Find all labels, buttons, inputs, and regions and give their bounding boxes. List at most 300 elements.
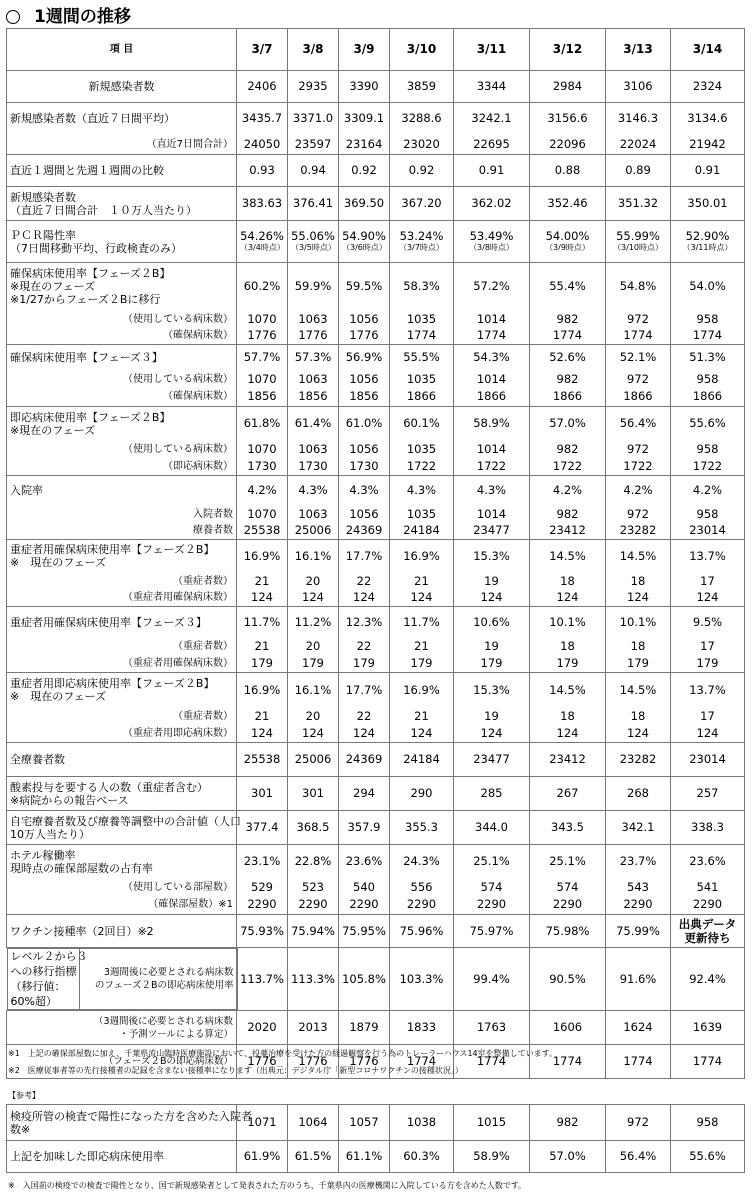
row-label-cell	[7, 371, 237, 388]
value-cell: 2984	[530, 71, 606, 103]
value-cell: 1014	[454, 506, 530, 523]
value-cell: 1730	[237, 458, 288, 476]
row-severe-bed-3	[7, 607, 745, 638]
value-cell: 124	[237, 725, 288, 743]
row-severe-2b-beds	[7, 590, 745, 607]
value-cell: 3288.6	[390, 103, 454, 135]
value-cell: 18	[606, 573, 671, 590]
row-label-cell	[7, 187, 237, 221]
row-label: 入院率	[10, 484, 43, 498]
value-cell: 0.91	[454, 155, 530, 187]
value-cell: 540	[339, 879, 390, 896]
value-cell: 11.2%	[288, 607, 339, 638]
value-cell: 51.3%	[671, 345, 745, 371]
value-cell: 24184	[390, 743, 454, 777]
value-cell: 982	[530, 311, 606, 328]
value-cell: 16.1%	[288, 540, 339, 573]
value-cell: 2290	[530, 896, 606, 915]
value-cell: 1035	[390, 311, 454, 328]
value-cell	[671, 221, 745, 263]
value-cell: 55.4%	[530, 263, 606, 311]
value-cell: 1774	[606, 1045, 671, 1079]
value-cell: 1866	[671, 388, 745, 407]
value-cell: 19	[454, 573, 530, 590]
value-cell: 1856	[237, 388, 288, 407]
row-label-line1: 重症者用即応病床使用率【フェーズ２B】	[10, 677, 215, 691]
row-label-cell	[7, 407, 237, 441]
row-label-line2: ※ 現在のフェーズ	[10, 556, 107, 570]
row-label-line1: 自宅療養者数及び療養等調整中の合計値（人口	[10, 814, 241, 828]
value-cell: 55.6%	[671, 407, 745, 441]
value-cell: 124	[288, 590, 339, 607]
value-cell	[390, 221, 454, 263]
value-cell: 75.93%	[237, 915, 288, 948]
weekly-trend-table	[6, 28, 745, 1079]
value-cell: 1763	[454, 1011, 530, 1045]
value-cell: 54.0%	[671, 263, 745, 311]
row-vaccination	[7, 915, 745, 948]
value-cell: 12.3%	[339, 607, 390, 638]
value-cell: 285	[454, 777, 530, 811]
value-cell: 13.7%	[671, 673, 745, 708]
row-label-line2: ※現在のフェーズ	[10, 423, 96, 437]
value: 52.90%	[685, 229, 730, 243]
value-cell: 124	[339, 590, 390, 607]
row-label-cell	[7, 311, 237, 328]
pending-line1: 出典データ	[678, 917, 737, 931]
level-label-cell	[7, 948, 237, 1011]
value-cell: 1722	[530, 458, 606, 476]
value-cell: 16.9%	[237, 673, 288, 708]
value-cell: 179	[671, 655, 745, 673]
row-label-cell: 上記を加味した即応病床使用率	[7, 1141, 237, 1173]
value-cell: 17	[671, 573, 745, 590]
value-cell: 1014	[454, 441, 530, 458]
value-cell: 982	[530, 506, 606, 523]
value-cell: 9.5%	[671, 607, 745, 638]
value-cell: 61.9%	[237, 1141, 288, 1173]
value-cell: 1866	[390, 388, 454, 407]
value-cell: 1056	[339, 311, 390, 328]
row-label: 新規感染者数	[88, 80, 155, 93]
value-cell: 75.98%	[530, 915, 606, 948]
as-of-date: （3/5時点）	[291, 243, 336, 252]
value-cell: 18	[530, 638, 606, 655]
value-cell: 179	[339, 655, 390, 673]
value-cell: 103.3%	[390, 948, 454, 1011]
header-date: 3/10	[390, 29, 454, 71]
value-cell: 1776	[339, 328, 390, 345]
value-cell: 0.91	[671, 155, 745, 187]
value-cell: 376.41	[288, 187, 339, 221]
page-title-text: 1週間の推移	[34, 7, 131, 27]
value-cell: 23.6%	[339, 845, 390, 879]
row-label-cell	[7, 506, 237, 523]
value-cell: 60.2%	[237, 263, 288, 311]
circle-icon	[6, 10, 20, 24]
value-cell: 22024	[606, 135, 671, 155]
value-cell: 2290	[339, 896, 390, 915]
value-cell: 59.9%	[288, 263, 339, 311]
value-cell: 1071	[237, 1105, 288, 1141]
value-cell: 55.6%	[671, 1141, 745, 1173]
value-cell: 124	[288, 725, 339, 743]
as-of-date: （3/6時点）	[342, 243, 387, 252]
row-label-line1: 新規感染者数	[10, 190, 76, 204]
page-title	[6, 2, 131, 26]
value-cell	[606, 221, 671, 263]
value-cell: 24.3%	[390, 845, 454, 879]
row-imm-2b-beds	[7, 458, 745, 476]
row-label-cell	[7, 155, 237, 187]
value: 53.49%	[469, 229, 514, 243]
value-cell: 24050	[237, 135, 288, 155]
value-cell: 25.1%	[454, 845, 530, 879]
value-cell: 3146.3	[606, 103, 671, 135]
row-hotel-occupancy	[7, 845, 745, 879]
row-label: （即応病床数）	[163, 460, 233, 472]
value-cell: 20	[288, 708, 339, 725]
value-cell: 17	[671, 638, 745, 655]
value-cell: 56.9%	[339, 345, 390, 371]
value: 55.99%	[616, 229, 660, 243]
value-cell: 179	[606, 655, 671, 673]
row-label-cell	[7, 896, 237, 915]
row-severe-imm-count	[7, 708, 745, 725]
value-cell: 367.20	[390, 187, 454, 221]
row-label-line1: ホテル稼働率	[10, 848, 76, 862]
value-cell: 972	[606, 441, 671, 458]
header-date: 3/8	[288, 29, 339, 71]
value-cell: 290	[390, 777, 454, 811]
row-severe-3-beds	[7, 655, 745, 673]
value-cell: 90.5%	[530, 948, 606, 1011]
value-cell: 75.94%	[288, 915, 339, 948]
value-cell: 352.46	[530, 187, 606, 221]
row-new-cases	[7, 71, 745, 103]
value-cell: 61.8%	[237, 407, 288, 441]
value-cell: 1774	[671, 1045, 745, 1079]
ref-r1-line1: 検疫所管の検査で陽性になった方を含めた入院者	[10, 1109, 252, 1123]
value-cell: 21	[390, 573, 454, 590]
value-cell: 1833	[390, 1011, 454, 1045]
row-severe-bed-2b	[7, 540, 745, 573]
value-cell: 17	[671, 708, 745, 725]
value-cell: 52.6%	[530, 345, 606, 371]
value-cell: 124	[606, 590, 671, 607]
value-cell: 4.3%	[288, 476, 339, 506]
value-cell: 3859	[390, 71, 454, 103]
as-of-date: （3/4時点）	[240, 243, 285, 252]
value-cell	[237, 221, 288, 263]
row-label: （使用している病床数）	[123, 313, 233, 325]
value-cell: 21942	[671, 135, 745, 155]
value-cell: 19	[454, 708, 530, 725]
level-r1-line1: 3週間後に必要とされる病床数	[103, 967, 234, 978]
level-r1-line2: のフェーズ２Bの即応病床使用率	[94, 980, 234, 991]
value-cell: 1063	[288, 441, 339, 458]
row-label-cell	[7, 441, 237, 458]
value-cell: 574	[454, 879, 530, 896]
row-label-cell	[7, 71, 237, 103]
value-cell: 21	[237, 573, 288, 590]
value-cell: 2013	[288, 1011, 339, 1045]
value-cell	[339, 221, 390, 263]
row-severe-immediate-2b	[7, 673, 745, 708]
value-cell: 1035	[390, 506, 454, 523]
value-cell: 1070	[237, 311, 288, 328]
value-cell: 1015	[454, 1105, 530, 1141]
value-cell: 124	[390, 590, 454, 607]
value-cell: 58.9%	[454, 407, 530, 441]
value-cell: 99.4%	[454, 948, 530, 1011]
value-cell	[288, 221, 339, 263]
value-cell: 267	[530, 777, 606, 811]
value-cell: 301	[237, 777, 288, 811]
value-cell: 1606	[530, 1011, 606, 1045]
value-cell: 3134.6	[671, 103, 745, 135]
value-cell: 124	[671, 725, 745, 743]
value-cell: 54.8%	[606, 263, 671, 311]
value-cell: 124	[237, 590, 288, 607]
value-cell: 1070	[237, 506, 288, 523]
row-severe-3-count	[7, 638, 745, 655]
row-label-cell	[7, 135, 237, 155]
value-cell: 541	[671, 879, 745, 896]
value-cell: 4.2%	[237, 476, 288, 506]
value-cell: 3106	[606, 71, 671, 103]
row-label: （確保病床数）	[163, 330, 233, 342]
value-cell: 10.6%	[454, 607, 530, 638]
value-cell: 355.3	[390, 811, 454, 845]
value-cell: 57.7%	[237, 345, 288, 371]
footnote-2: ※2 医療従事者等の先行接種者の記録を含まない接種率になります（出典元：デジタル庁「新型コロナワクチンの接種状況」）	[8, 1066, 463, 1075]
row-hospitalization-rate	[7, 476, 745, 506]
as-of-date: （3/7時点）	[399, 243, 444, 252]
row-home-care	[7, 811, 745, 845]
value-cell: 1856	[339, 388, 390, 407]
value-cell: 2290	[237, 896, 288, 915]
value-cell: 10.1%	[530, 607, 606, 638]
value-cell: 3344	[454, 71, 530, 103]
row-label-cell	[7, 221, 237, 263]
row-label: （重症者数）	[173, 575, 233, 587]
row-label-line1: 重症者用確保病床使用率【フェーズ２B】	[10, 543, 215, 557]
value-cell: 529	[237, 879, 288, 896]
reference-table	[6, 1104, 745, 1173]
value-cell: 75.96%	[390, 915, 454, 948]
value-cell: 368.5	[288, 811, 339, 845]
value-cell: 22	[339, 573, 390, 590]
row-label-line2: （7日間移動平均、行政検査のみ）	[10, 241, 182, 255]
value-cell: 343.5	[530, 811, 606, 845]
value-cell: 1070	[237, 441, 288, 458]
value-cell: 14.5%	[606, 673, 671, 708]
value-cell: 958	[671, 311, 745, 328]
value-cell: 20	[288, 573, 339, 590]
value-cell: 1038	[390, 1105, 454, 1141]
row-under-care	[7, 523, 745, 540]
value-cell: 1774	[454, 328, 530, 345]
value-cell: 16.9%	[390, 540, 454, 573]
value-cell: 958	[671, 506, 745, 523]
value-cell: 61.1%	[339, 1141, 390, 1173]
value-cell: 13.7%	[671, 540, 745, 573]
row-label-cell	[7, 263, 237, 311]
row-label: （重症者用即応病床数）	[123, 727, 233, 739]
value-cell: 1035	[390, 371, 454, 388]
value-cell: 1774	[606, 328, 671, 345]
value-cell: 1866	[454, 388, 530, 407]
row-severe-2b-count	[7, 573, 745, 590]
value-cell: 179	[288, 655, 339, 673]
value-cell: 1624	[606, 1011, 671, 1045]
row-label: （直近7日間合計）	[146, 138, 233, 150]
value-cell: 54.3%	[454, 345, 530, 371]
value-cell: 24184	[390, 523, 454, 540]
value-cell: 124	[530, 725, 606, 743]
value-cell: 4.3%	[390, 476, 454, 506]
row-label: 重症者用確保病床使用率【フェーズ３】	[10, 615, 207, 629]
value-cell: 57.0%	[530, 1141, 606, 1173]
value-cell: 0.93	[237, 155, 288, 187]
value-cell: 268	[606, 777, 671, 811]
value-cell: 179	[530, 655, 606, 673]
level-group-line4: 60%超）	[10, 995, 57, 1008]
value-cell: 301	[288, 777, 339, 811]
header-item: 項 目	[7, 29, 237, 71]
row-label: （使用している病床数）	[123, 443, 233, 455]
value-cell: 342.1	[606, 811, 671, 845]
value-cell: 23477	[454, 743, 530, 777]
value-cell: 344.0	[454, 811, 530, 845]
value-cell: 338.3	[671, 811, 745, 845]
row-label-cell	[7, 607, 237, 638]
row-label-cell	[7, 573, 237, 590]
value-cell: 1063	[288, 311, 339, 328]
row-label-cell	[7, 673, 237, 708]
row-label-cell	[7, 103, 237, 135]
row-label-cell	[7, 655, 237, 673]
row-week-ratio	[7, 155, 745, 187]
value-cell: 4.2%	[671, 476, 745, 506]
header-date: 3/7	[237, 29, 288, 71]
as-of-date: （3/10時点）	[613, 243, 663, 252]
row-imm-2b-used	[7, 441, 745, 458]
value-cell: 25006	[288, 523, 339, 540]
value-cell: 57.2%	[454, 263, 530, 311]
value-cell: 23014	[671, 523, 745, 540]
value-cell: 10.1%	[606, 607, 671, 638]
value: 53.24%	[399, 229, 444, 243]
value-cell: 0.94	[288, 155, 339, 187]
value-cell: 21	[237, 708, 288, 725]
row-label: ワクチン接種率（2回目）※2	[10, 924, 154, 938]
value-cell: 982	[530, 1105, 606, 1141]
row-label: （使用している病床数）	[123, 373, 233, 385]
value-cell: 383.63	[237, 187, 288, 221]
row-label-cell	[7, 523, 237, 540]
value-cell: 56.4%	[606, 1141, 671, 1173]
value-cell: 1057	[339, 1105, 390, 1141]
row-label-cell	[7, 345, 237, 371]
value-cell: 1056	[339, 506, 390, 523]
value-cell: 0.89	[606, 155, 671, 187]
value-cell: 113.7%	[237, 948, 288, 1011]
ref-row-adjusted-rate	[7, 1141, 745, 1173]
value-cell: 1035	[390, 441, 454, 458]
value-cell: 23.6%	[671, 845, 745, 879]
row-label-line2: （直近７日間合計 １０万人当たり）	[10, 203, 197, 217]
row-7day-total	[7, 135, 745, 155]
row-hospitalized	[7, 506, 745, 523]
value-cell: 14.5%	[606, 540, 671, 573]
value-cell: 124	[606, 725, 671, 743]
value-cell: 523	[288, 879, 339, 896]
value-cell: 24369	[339, 523, 390, 540]
value-cell: 1776	[237, 1045, 288, 1079]
row-label-cell	[7, 590, 237, 607]
value-cell: 18	[606, 708, 671, 725]
value-cell: 4.2%	[606, 476, 671, 506]
value-cell: 982	[530, 371, 606, 388]
value-cell: 58.3%	[390, 263, 454, 311]
value-cell: 22695	[454, 135, 530, 155]
value-cell: 2290	[671, 896, 745, 915]
value-cell: 20	[288, 638, 339, 655]
footnote-1: ※1 上記の確保部屋数に加え、千葉県流山臨時医療施設において、投薬治療を受けた方の経過観察を行う為のトレーラーハウス14室を整備しています。	[8, 1049, 558, 1058]
value-cell: 1866	[606, 388, 671, 407]
row-label: 新規感染者数（直近７日間平均）	[10, 112, 175, 126]
value-cell: 21	[390, 708, 454, 725]
row-label-cell	[7, 328, 237, 345]
as-of-date: （3/8時点）	[469, 243, 514, 252]
value-cell: 14.5%	[530, 673, 606, 708]
row-bed-3-used	[7, 371, 745, 388]
value-cell: 124	[390, 725, 454, 743]
value-cell: 3242.1	[454, 103, 530, 135]
value-cell: 543	[606, 879, 671, 896]
level-r3-label: （フェーズ２Bの即応病床数）	[7, 1045, 237, 1079]
value-cell: 2290	[288, 896, 339, 915]
value-cell: 2324	[671, 71, 745, 103]
value-cell: 61.5%	[288, 1141, 339, 1173]
as-of-date: （3/9時点）	[545, 243, 590, 252]
value-cell: 1056	[339, 371, 390, 388]
value-cell: 124	[671, 590, 745, 607]
value-cell: 23477	[454, 523, 530, 540]
pending-line2: 更新待ち	[684, 931, 731, 945]
value-cell: 57.0%	[530, 407, 606, 441]
value-cell: 1722	[671, 458, 745, 476]
row-oxygen	[7, 777, 745, 811]
value-cell: 179	[237, 655, 288, 673]
row-label: （確保病床数）	[163, 391, 233, 403]
value-cell: 23282	[606, 523, 671, 540]
value-cell: 257	[671, 777, 745, 811]
value-cell: 59.5%	[339, 263, 390, 311]
value-cell: 1730	[288, 458, 339, 476]
value-cell: 1774	[671, 328, 745, 345]
value-cell: 124	[454, 590, 530, 607]
value: 54.00%	[545, 229, 590, 243]
value-cell: 1774	[530, 328, 606, 345]
value-cell: 3390	[339, 71, 390, 103]
value-cell: 23020	[390, 135, 454, 155]
value-cell: 23597	[288, 135, 339, 155]
value-cell: 2406	[237, 71, 288, 103]
value-cell: 16.1%	[288, 673, 339, 708]
